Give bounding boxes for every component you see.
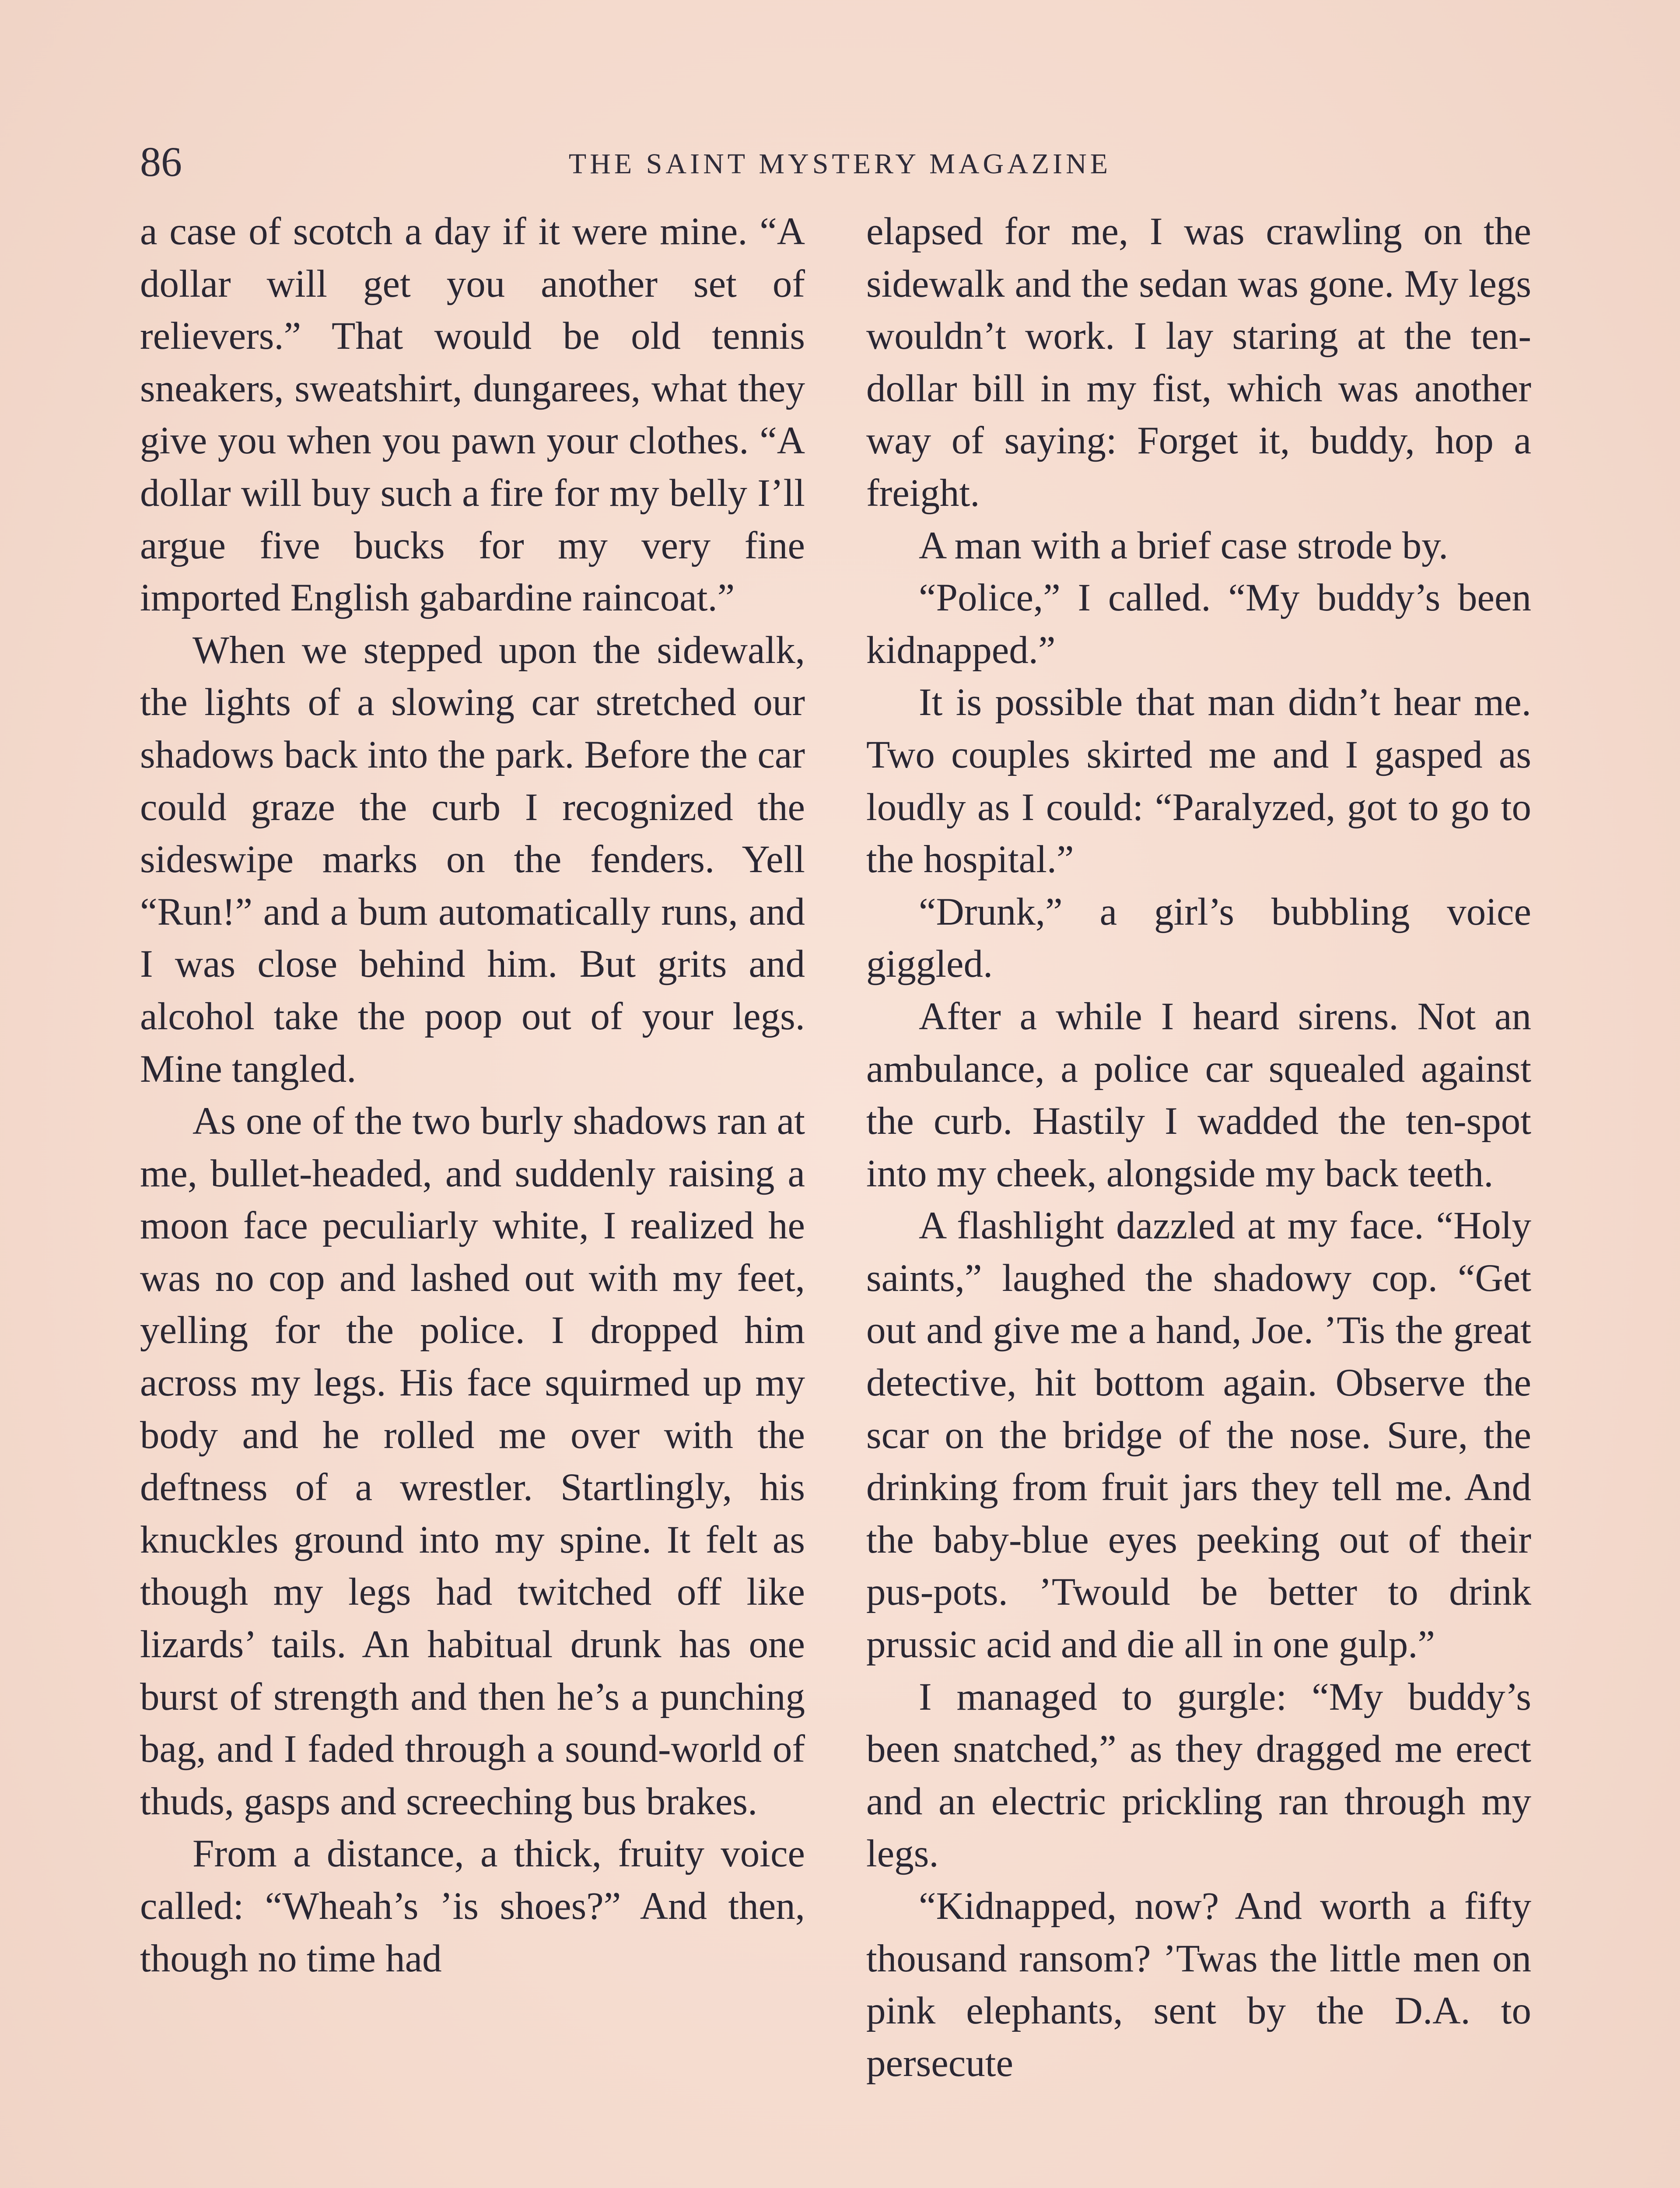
running-head: THE SAINT MYSTERY MAGAZINE	[568, 148, 1112, 180]
paragraph: elapsed for me, I was crawling on the sidewalk and the sedan was gone. My legs wouldn’t work. I lay staring at the ten-dollar bill in my fist, which was another way of saying: Forget it, buddy, hop a freight.	[866, 210, 1531, 515]
page-number: 86	[140, 138, 182, 185]
right-column	[866, 206, 1531, 2188]
page-header	[140, 131, 1540, 193]
paragraph: As one of the two burly shadows ran at me, bullet-headed, and suddenly raising a moon face peculiarly white, I realized he was no cop and lashed out with my feet, yelling for the police. I dropped him across my legs. His face squirmed up my body and he rolled me over with the deftness of a wrestler. Startlingly, his knuckles ground into my spine. It felt as though my legs had twitched off like lizards’ tails. An habitual drunk has one burst of strength and then he’s a punching bag, and I faded through a sound-world of thuds, gasps and screeching bus brakes.	[140, 1100, 805, 1823]
paragraph: a case of scotch a day if it were mine. “A dollar will get you another set of relievers.” That would be old tennis sneakers, sweatshirt, dungarees, what they give you when you pawn your clothes. “A dollar will buy such a fire for my belly I’ll argue five bucks for my very fine imported English gabardine raincoat.”	[140, 210, 805, 620]
paragraph: A flashlight dazzled at my face. “Holy saints,” laughed the shadowy cop. “Get out and give me a hand, Joe. ’Tis the great detective, hit bottom again. Observe the scar on the bridge of the nose. Sure, the drinking from fruit jars they tell me. And the baby-blue eyes peeking out of their pus-pots. ’Twould be better to drink prussic acid and die all in one gulp.”	[866, 1204, 1531, 1666]
paragraph: A man with a brief case strode by.	[919, 524, 1449, 567]
left-column	[140, 206, 805, 2188]
paragraph: “Kidnapped, now? And worth a fifty thousand ransom? ’Twas the little men on pink elephants, sent by the D.A. to persecute	[866, 1885, 1531, 2085]
paragraph: “Police,” I called. “My buddy’s been kidnapped.”	[866, 576, 1531, 672]
paragraph: I managed to gurgle: “My buddy’s been snatched,” as they dragged me erect and an electric prickling ran through my legs.	[866, 1675, 1531, 1876]
paragraph: When we stepped upon the sidewalk, the lights of a slowing car stretched our shadows back into the park. Before the car could graze the curb I recognized the sideswipe marks on the fenders. Yell “Run!” and a bum automatically runs, and I was close behind him. But grits and alcohol take the poop out of your legs. Mine tangled.	[140, 628, 805, 1090]
paragraph: From a distance, a thick, fruity voice called: “Wheah’s ’is shoes?” And then, though no time had	[140, 1832, 805, 1980]
paragraph: After a while I heard sirens. Not an ambulance, a police car squealed against the curb. Hastily I wadded the ten-spot into my cheek, alongside my back teeth.	[866, 995, 1531, 1195]
paragraph: “Drunk,” a girl’s bubbling voice giggled.	[866, 890, 1531, 986]
text-columns	[140, 206, 1540, 2188]
paragraph: It is possible that man didn’t hear me. Two couples skirted me and I gasped as loudly as I could: “Paralyzed, got to go to the hospital.”	[866, 681, 1531, 881]
